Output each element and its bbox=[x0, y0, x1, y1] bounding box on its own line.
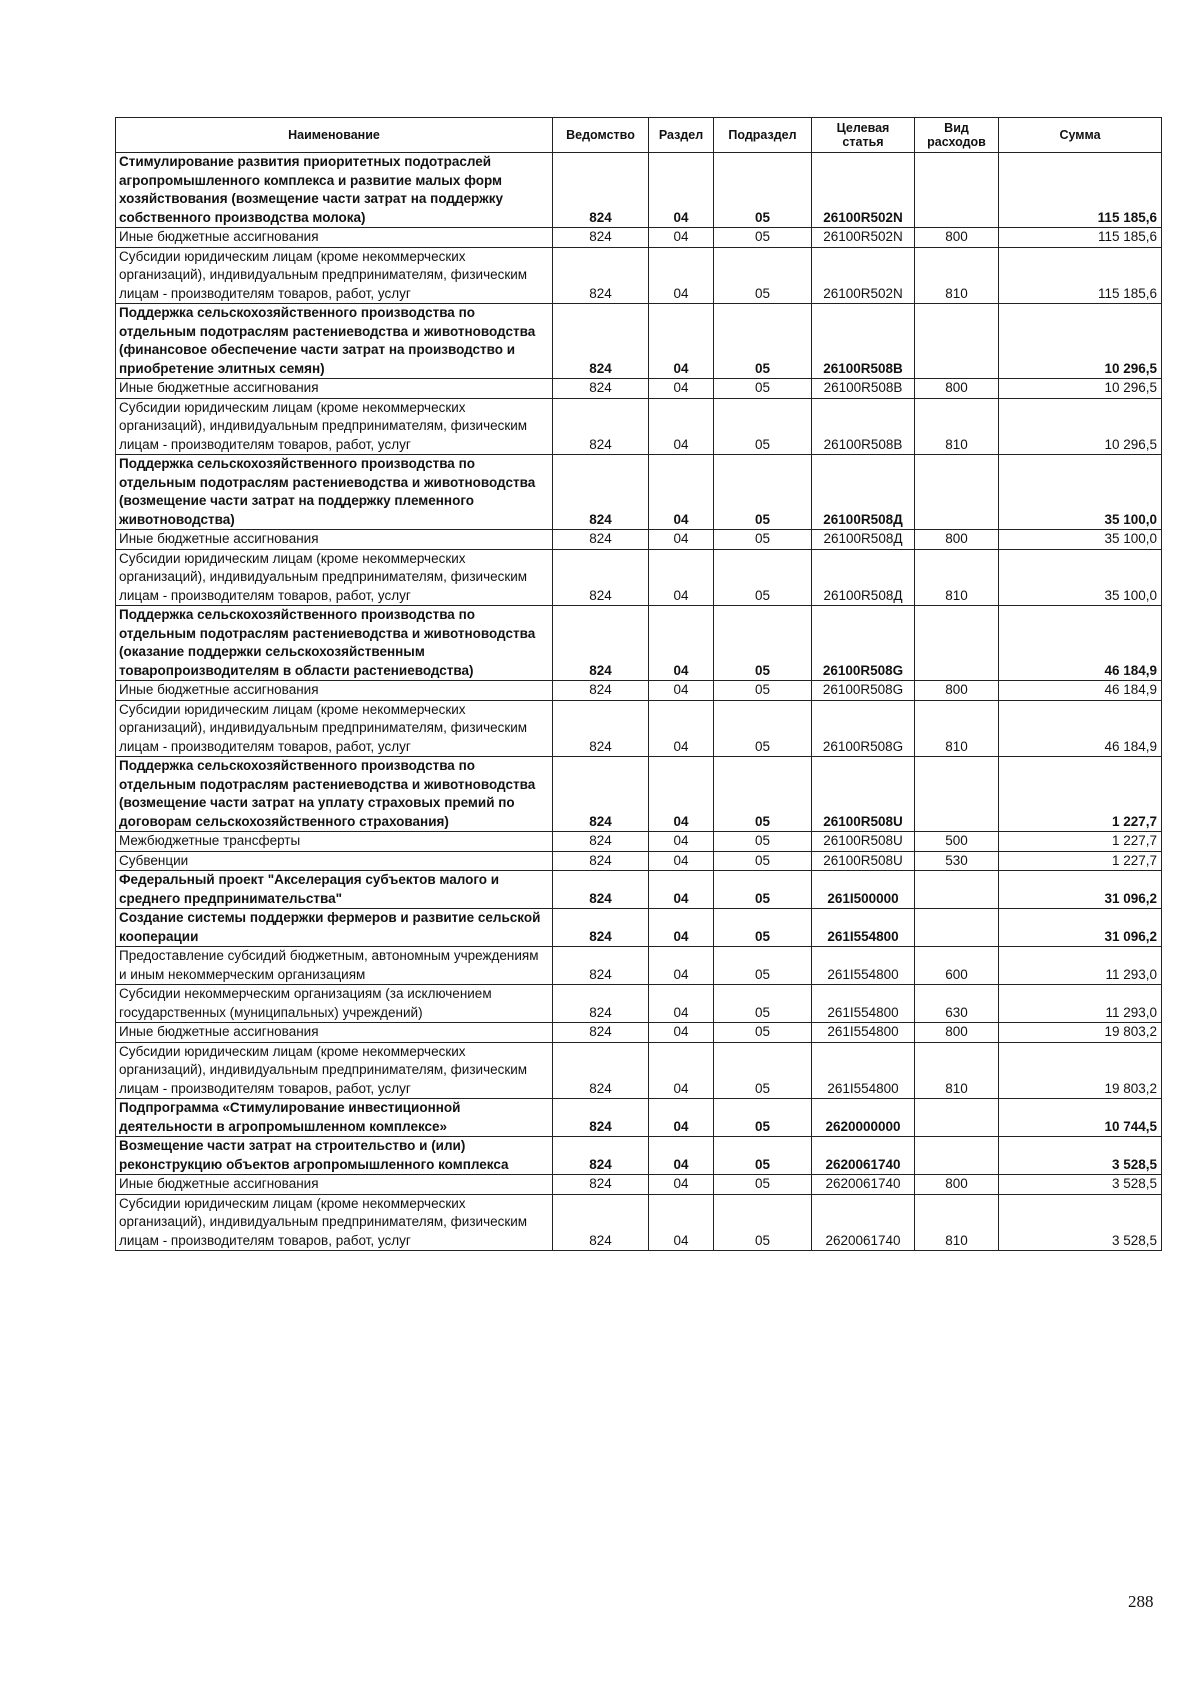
cell-podrazdel: 05 bbox=[714, 228, 812, 248]
cell-vedomstvo: 824 bbox=[553, 871, 649, 909]
cell-podrazdel: 05 bbox=[714, 832, 812, 852]
cell-vid-raskhodov: 800 bbox=[915, 228, 999, 248]
cell-razdel: 04 bbox=[649, 909, 714, 947]
cell-vedomstvo: 824 bbox=[553, 549, 649, 606]
table-header-row bbox=[116, 118, 1162, 153]
cell-name: Поддержка сельскохозяйственного производства по отдельным подотраслям растениеводства и животноводства (возмещение части затрат на уплату страховых премий по договорам сельскохозяйственного страхования) bbox=[116, 757, 553, 832]
cell-summa: 3 528,5 bbox=[999, 1175, 1162, 1195]
cell-razdel: 04 bbox=[649, 228, 714, 248]
cell-celevaya-statya: 26100R508G bbox=[812, 606, 915, 681]
cell-vedomstvo: 824 bbox=[553, 228, 649, 248]
cell-podrazdel: 05 bbox=[714, 681, 812, 701]
cell-razdel: 04 bbox=[649, 1194, 714, 1251]
cell-podrazdel: 05 bbox=[714, 1175, 812, 1195]
cell-vedomstvo: 824 bbox=[553, 606, 649, 681]
table-row bbox=[116, 606, 1162, 681]
cell-razdel: 04 bbox=[649, 1175, 714, 1195]
cell-vedomstvo: 824 bbox=[553, 1175, 649, 1195]
cell-vid-raskhodov: 810 bbox=[915, 1042, 999, 1099]
cell-summa: 115 185,6 bbox=[999, 247, 1162, 304]
cell-vid-raskhodov: 600 bbox=[915, 947, 999, 985]
cell-name: Возмещение части затрат на строительство и (или) реконструкцию объектов агропромышленного комплекса bbox=[116, 1137, 553, 1175]
cell-summa: 3 528,5 bbox=[999, 1137, 1162, 1175]
cell-razdel: 04 bbox=[649, 1023, 714, 1043]
cell-razdel: 04 bbox=[649, 153, 714, 228]
cell-name: Иные бюджетные ассигнования bbox=[116, 681, 553, 701]
cell-name: Субсидии юридическим лицам (кроме некоммерческих организаций), индивидуальным предпринимателям, физическим лицам - производителям товаров, работ, услуг bbox=[116, 700, 553, 757]
cell-podrazdel: 05 bbox=[714, 549, 812, 606]
cell-summa: 3 528,5 bbox=[999, 1194, 1162, 1251]
cell-celevaya-statya: 261I554800 bbox=[812, 985, 915, 1023]
cell-celevaya-statya: 261I500000 bbox=[812, 871, 915, 909]
table-row bbox=[116, 549, 1162, 606]
cell-vedomstvo: 824 bbox=[553, 1099, 649, 1137]
cell-vid-raskhodov bbox=[915, 871, 999, 909]
cell-razdel: 04 bbox=[649, 757, 714, 832]
cell-summa: 35 100,0 bbox=[999, 549, 1162, 606]
cell-summa: 35 100,0 bbox=[999, 530, 1162, 550]
cell-summa: 46 184,9 bbox=[999, 681, 1162, 701]
table-row bbox=[116, 1099, 1162, 1137]
table-row bbox=[116, 379, 1162, 399]
cell-podrazdel: 05 bbox=[714, 1137, 812, 1175]
cell-podrazdel: 05 bbox=[714, 153, 812, 228]
cell-celevaya-statya: 26100R508B bbox=[812, 379, 915, 399]
cell-summa: 1 227,7 bbox=[999, 851, 1162, 871]
cell-celevaya-statya: 26100R508U bbox=[812, 851, 915, 871]
cell-vid-raskhodov: 800 bbox=[915, 1175, 999, 1195]
cell-vid-raskhodov: 810 bbox=[915, 700, 999, 757]
cell-vid-raskhodov bbox=[915, 153, 999, 228]
cell-podrazdel: 05 bbox=[714, 1194, 812, 1251]
cell-summa: 10 296,5 bbox=[999, 379, 1162, 399]
cell-vid-raskhodov: 810 bbox=[915, 1194, 999, 1251]
cell-name: Субсидии юридическим лицам (кроме некоммерческих организаций), индивидуальным предпринимателям, физическим лицам - производителям товаров, работ, услуг bbox=[116, 247, 553, 304]
cell-vedomstvo: 824 bbox=[553, 985, 649, 1023]
cell-vedomstvo: 824 bbox=[553, 1194, 649, 1251]
cell-celevaya-statya: 26100R502N bbox=[812, 247, 915, 304]
cell-summa: 19 803,2 bbox=[999, 1023, 1162, 1043]
header-podrazdel: Подраздел bbox=[714, 118, 812, 153]
table-row bbox=[116, 985, 1162, 1023]
cell-vid-raskhodov: 500 bbox=[915, 832, 999, 852]
header-summa: Сумма bbox=[999, 118, 1162, 153]
cell-podrazdel: 05 bbox=[714, 1042, 812, 1099]
cell-celevaya-statya: 26100R508Д bbox=[812, 549, 915, 606]
cell-summa: 1 227,7 bbox=[999, 832, 1162, 852]
cell-razdel: 04 bbox=[649, 681, 714, 701]
cell-podrazdel: 05 bbox=[714, 871, 812, 909]
cell-celevaya-statya: 26100R508B bbox=[812, 398, 915, 455]
cell-vedomstvo: 824 bbox=[553, 304, 649, 379]
cell-vedomstvo: 824 bbox=[553, 681, 649, 701]
table-body bbox=[116, 153, 1162, 1251]
cell-podrazdel: 05 bbox=[714, 398, 812, 455]
cell-podrazdel: 05 bbox=[714, 985, 812, 1023]
table-row bbox=[116, 909, 1162, 947]
cell-vedomstvo: 824 bbox=[553, 851, 649, 871]
cell-razdel: 04 bbox=[649, 700, 714, 757]
cell-vedomstvo: 824 bbox=[553, 700, 649, 757]
cell-summa: 1 227,7 bbox=[999, 757, 1162, 832]
cell-summa: 115 185,6 bbox=[999, 153, 1162, 228]
cell-razdel: 04 bbox=[649, 947, 714, 985]
cell-celevaya-statya: 26100R508U bbox=[812, 832, 915, 852]
cell-razdel: 04 bbox=[649, 851, 714, 871]
cell-podrazdel: 05 bbox=[714, 851, 812, 871]
cell-razdel: 04 bbox=[649, 606, 714, 681]
cell-celevaya-statya: 26100R508Д bbox=[812, 455, 915, 530]
table-row bbox=[116, 530, 1162, 550]
cell-name: Субсидии юридическим лицам (кроме некоммерческих организаций), индивидуальным предпринимателям, физическим лицам - производителям товаров, работ, услуг bbox=[116, 549, 553, 606]
table-row bbox=[116, 1137, 1162, 1175]
cell-celevaya-statya: 2620000000 bbox=[812, 1099, 915, 1137]
cell-razdel: 04 bbox=[649, 304, 714, 379]
cell-podrazdel: 05 bbox=[714, 700, 812, 757]
cell-name: Поддержка сельскохозяйственного производства по отдельным подотраслям растениеводства и животноводства (оказание поддержки сельскохозяйственным товаропроизводителям в области растениеводства) bbox=[116, 606, 553, 681]
cell-celevaya-statya: 26100R502N bbox=[812, 228, 915, 248]
cell-vid-raskhodov bbox=[915, 606, 999, 681]
table-row bbox=[116, 228, 1162, 248]
cell-summa: 10 296,5 bbox=[999, 398, 1162, 455]
cell-vedomstvo: 824 bbox=[553, 398, 649, 455]
cell-summa: 46 184,9 bbox=[999, 606, 1162, 681]
header-name: Наименование bbox=[116, 118, 553, 153]
cell-razdel: 04 bbox=[649, 398, 714, 455]
cell-vedomstvo: 824 bbox=[553, 1137, 649, 1175]
cell-vid-raskhodov bbox=[915, 757, 999, 832]
cell-celevaya-statya: 26100R508Д bbox=[812, 530, 915, 550]
table-row bbox=[116, 398, 1162, 455]
cell-vid-raskhodov bbox=[915, 455, 999, 530]
cell-podrazdel: 05 bbox=[714, 606, 812, 681]
cell-summa: 10 744,5 bbox=[999, 1099, 1162, 1137]
header-vedomstvo: Ведомство bbox=[553, 118, 649, 153]
table-row bbox=[116, 304, 1162, 379]
cell-celevaya-statya: 26100R502N bbox=[812, 153, 915, 228]
cell-celevaya-statya: 2620061740 bbox=[812, 1194, 915, 1251]
cell-celevaya-statya: 26100R508G bbox=[812, 700, 915, 757]
cell-vedomstvo: 824 bbox=[553, 247, 649, 304]
cell-celevaya-statya: 261I554800 bbox=[812, 1042, 915, 1099]
cell-name: Иные бюджетные ассигнования bbox=[116, 228, 553, 248]
cell-name: Стимулирование развития приоритетных подотраслей агропромышленного комплекса и развитие малых форм хозяйствования (возмещение части затрат на поддержку собственного производства молока) bbox=[116, 153, 553, 228]
cell-vid-raskhodov: 800 bbox=[915, 379, 999, 399]
cell-vid-raskhodov: 800 bbox=[915, 1023, 999, 1043]
cell-vedomstvo: 824 bbox=[553, 530, 649, 550]
table-row bbox=[116, 832, 1162, 852]
cell-razdel: 04 bbox=[649, 530, 714, 550]
header-vid-raskhodov: Вид расходов bbox=[915, 118, 999, 153]
cell-podrazdel: 05 bbox=[714, 379, 812, 399]
page-number: 288 bbox=[1128, 1592, 1154, 1611]
cell-podrazdel: 05 bbox=[714, 909, 812, 947]
cell-vid-raskhodov bbox=[915, 1099, 999, 1137]
cell-vid-raskhodov: 810 bbox=[915, 247, 999, 304]
cell-name: Иные бюджетные ассигнования bbox=[116, 379, 553, 399]
table-row bbox=[116, 1042, 1162, 1099]
table-row bbox=[116, 757, 1162, 832]
cell-name: Федеральный проект "Акселерация субъектов малого и среднего предпринимательства" bbox=[116, 871, 553, 909]
cell-razdel: 04 bbox=[649, 832, 714, 852]
cell-podrazdel: 05 bbox=[714, 1023, 812, 1043]
budget-table bbox=[115, 117, 1162, 1251]
cell-name: Иные бюджетные ассигнования bbox=[116, 1023, 553, 1043]
cell-name: Субсидии некоммерческим организациям (за исключением государственных (муниципальных) учреждений) bbox=[116, 985, 553, 1023]
cell-summa: 10 296,5 bbox=[999, 304, 1162, 379]
cell-summa: 46 184,9 bbox=[999, 700, 1162, 757]
cell-summa: 19 803,2 bbox=[999, 1042, 1162, 1099]
header-razdel: Раздел bbox=[649, 118, 714, 153]
cell-vedomstvo: 824 bbox=[553, 947, 649, 985]
cell-name: Поддержка сельскохозяйственного производства по отдельным подотраслям растениеводства и животноводства (финансовое обеспечение части затрат на производство и приобретение элитных семян) bbox=[116, 304, 553, 379]
cell-razdel: 04 bbox=[649, 1099, 714, 1137]
cell-podrazdel: 05 bbox=[714, 947, 812, 985]
cell-name: Субвенции bbox=[116, 851, 553, 871]
cell-celevaya-statya: 2620061740 bbox=[812, 1175, 915, 1195]
table-row bbox=[116, 1023, 1162, 1043]
cell-vid-raskhodov: 630 bbox=[915, 985, 999, 1023]
table-row bbox=[116, 153, 1162, 228]
cell-vid-raskhodov bbox=[915, 1137, 999, 1175]
cell-name: Иные бюджетные ассигнования bbox=[116, 530, 553, 550]
cell-razdel: 04 bbox=[649, 1042, 714, 1099]
table-row bbox=[116, 1194, 1162, 1251]
cell-summa: 31 096,2 bbox=[999, 909, 1162, 947]
cell-celevaya-statya: 26100R508U bbox=[812, 757, 915, 832]
cell-podrazdel: 05 bbox=[714, 455, 812, 530]
cell-razdel: 04 bbox=[649, 985, 714, 1023]
table-row bbox=[116, 851, 1162, 871]
table-row bbox=[116, 700, 1162, 757]
cell-vedomstvo: 824 bbox=[553, 909, 649, 947]
cell-podrazdel: 05 bbox=[714, 247, 812, 304]
header-celevaya-statya: Целевая статья bbox=[812, 118, 915, 153]
cell-summa: 31 096,2 bbox=[999, 871, 1162, 909]
cell-vedomstvo: 824 bbox=[553, 379, 649, 399]
table-row bbox=[116, 681, 1162, 701]
cell-summa: 35 100,0 bbox=[999, 455, 1162, 530]
cell-podrazdel: 05 bbox=[714, 1099, 812, 1137]
cell-celevaya-statya: 26100R508G bbox=[812, 681, 915, 701]
cell-vedomstvo: 824 bbox=[553, 153, 649, 228]
table-row bbox=[116, 947, 1162, 985]
cell-vid-raskhodov: 810 bbox=[915, 549, 999, 606]
cell-celevaya-statya: 2620061740 bbox=[812, 1137, 915, 1175]
cell-celevaya-statya: 261I554800 bbox=[812, 909, 915, 947]
cell-razdel: 04 bbox=[649, 379, 714, 399]
cell-razdel: 04 bbox=[649, 455, 714, 530]
cell-name: Предоставление субсидий бюджетным, автономным учреждениям и иным некоммерческим организациям bbox=[116, 947, 553, 985]
cell-name: Межбюджетные трансферты bbox=[116, 832, 553, 852]
cell-vid-raskhodov: 800 bbox=[915, 530, 999, 550]
cell-vedomstvo: 824 bbox=[553, 832, 649, 852]
cell-vid-raskhodov: 530 bbox=[915, 851, 999, 871]
cell-vedomstvo: 824 bbox=[553, 757, 649, 832]
cell-celevaya-statya: 26100R508B bbox=[812, 304, 915, 379]
cell-vid-raskhodov bbox=[915, 909, 999, 947]
cell-name: Субсидии юридическим лицам (кроме некоммерческих организаций), индивидуальным предпринимателям, физическим лицам - производителям товаров, работ, услуг bbox=[116, 1194, 553, 1251]
cell-vid-raskhodov bbox=[915, 304, 999, 379]
cell-razdel: 04 bbox=[649, 247, 714, 304]
cell-name: Создание системы поддержки фермеров и развитие сельской кооперации bbox=[116, 909, 553, 947]
cell-name: Иные бюджетные ассигнования bbox=[116, 1175, 553, 1195]
cell-podrazdel: 05 bbox=[714, 304, 812, 379]
cell-vedomstvo: 824 bbox=[553, 455, 649, 530]
table-row bbox=[116, 247, 1162, 304]
cell-razdel: 04 bbox=[649, 871, 714, 909]
cell-name: Субсидии юридическим лицам (кроме некоммерческих организаций), индивидуальным предпринимателям, физическим лицам - производителям товаров, работ, услуг bbox=[116, 398, 553, 455]
cell-podrazdel: 05 bbox=[714, 530, 812, 550]
cell-vedomstvo: 824 bbox=[553, 1042, 649, 1099]
table-row bbox=[116, 455, 1162, 530]
cell-name: Подпрограмма «Стимулирование инвестиционной деятельности в агропромышленном комплексе» bbox=[116, 1099, 553, 1137]
cell-summa: 115 185,6 bbox=[999, 228, 1162, 248]
cell-summa: 11 293,0 bbox=[999, 947, 1162, 985]
cell-podrazdel: 05 bbox=[714, 757, 812, 832]
cell-name: Поддержка сельскохозяйственного производства по отдельным подотраслям растениеводства и животноводства (возмещение части затрат на поддержку племенного животноводства) bbox=[116, 455, 553, 530]
cell-vedomstvo: 824 bbox=[553, 1023, 649, 1043]
cell-summa: 11 293,0 bbox=[999, 985, 1162, 1023]
table-row bbox=[116, 871, 1162, 909]
cell-vid-raskhodov: 810 bbox=[915, 398, 999, 455]
cell-razdel: 04 bbox=[649, 1137, 714, 1175]
cell-celevaya-statya: 261I554800 bbox=[812, 1023, 915, 1043]
cell-vid-raskhodov: 800 bbox=[915, 681, 999, 701]
cell-razdel: 04 bbox=[649, 549, 714, 606]
cell-celevaya-statya: 261I554800 bbox=[812, 947, 915, 985]
cell-name: Субсидии юридическим лицам (кроме некоммерческих организаций), индивидуальным предпринимателям, физическим лицам - производителям товаров, работ, услуг bbox=[116, 1042, 553, 1099]
table-row bbox=[116, 1175, 1162, 1195]
budget-sheet bbox=[115, 117, 1161, 1251]
